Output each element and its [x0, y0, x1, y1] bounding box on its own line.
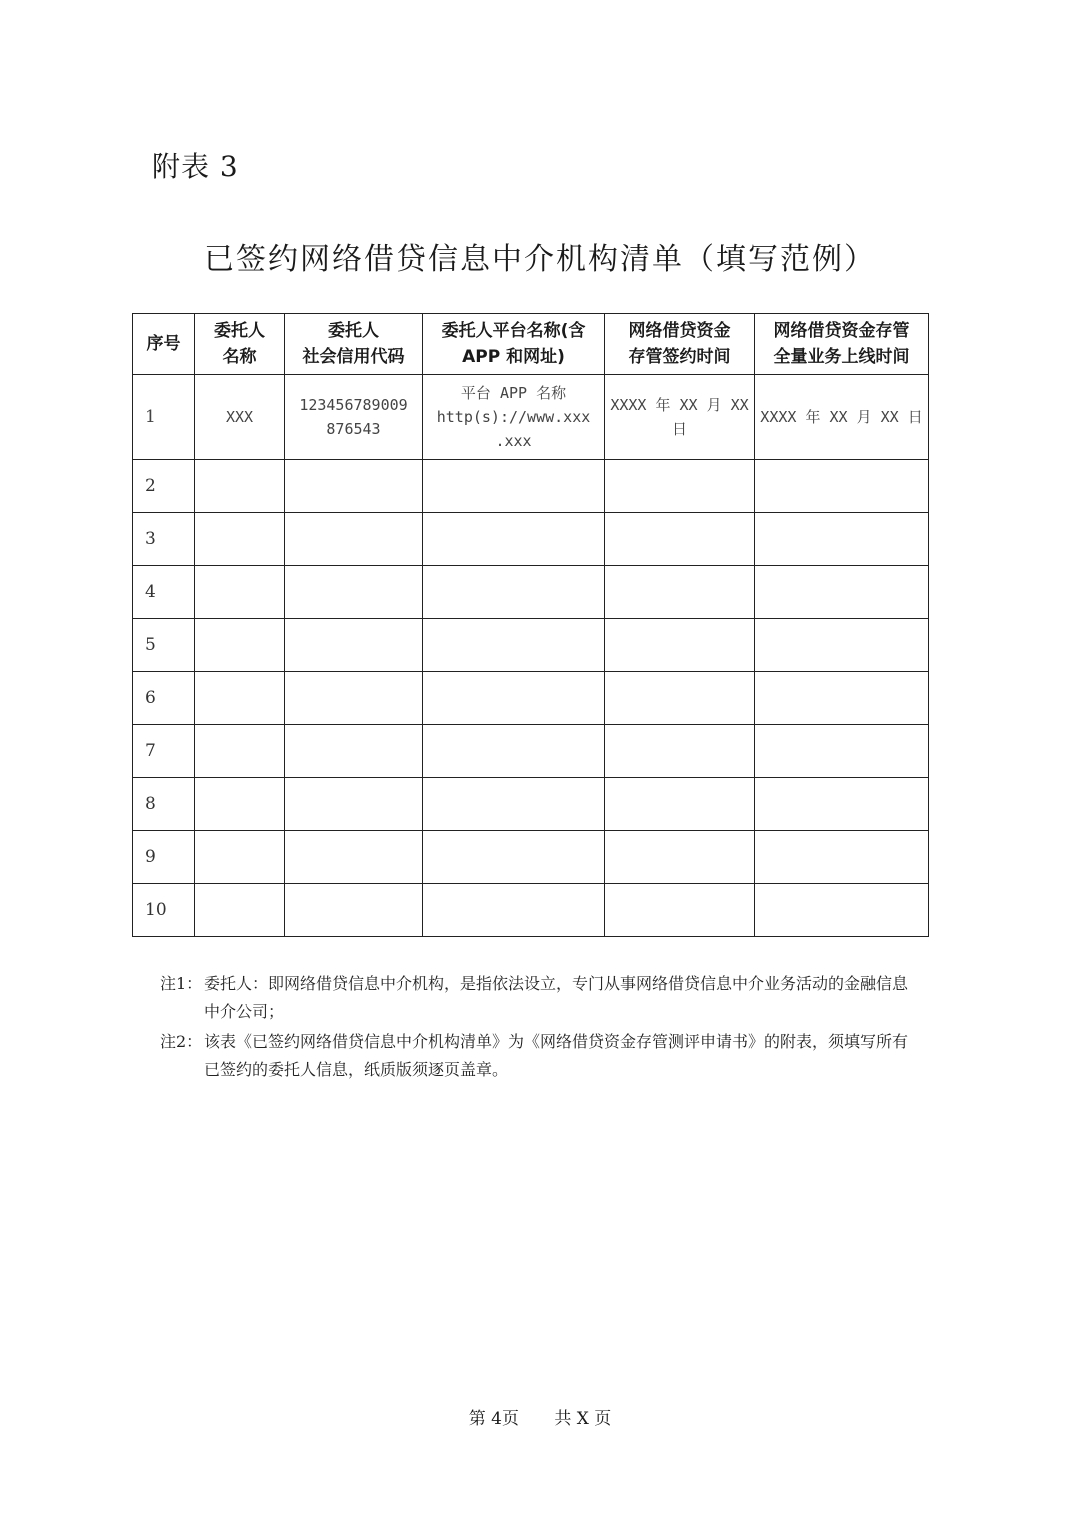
note-1-text: 委托人：即网络借贷信息中介机构，是指依法设立，专门从事网络借贷信息中介业务活动的金融信息中介公司； — [204, 974, 909, 1021]
header-sign-time-line1: 网络借贷资金 — [628, 321, 731, 341]
header-entrustor-name-line1: 委托人 — [214, 321, 265, 341]
platform-line2: http(s)://www.xxx — [436, 408, 591, 426]
empty-cell — [755, 619, 929, 672]
row-seq: 1 — [133, 375, 195, 460]
empty-cell — [755, 566, 929, 619]
row-seq: 3 — [133, 513, 195, 566]
header-credit-code-line1: 委托人 — [328, 321, 379, 341]
empty-cell — [195, 672, 285, 725]
empty-cell — [755, 513, 929, 566]
credit-code-line2: 876543 — [326, 420, 381, 438]
document-title: 已签约网络借贷信息中介机构清单（填写范例） — [204, 242, 876, 277]
empty-cell — [285, 884, 423, 937]
empty-cell — [195, 513, 285, 566]
row-seq: 9 — [133, 831, 195, 884]
table-row — [133, 672, 929, 725]
empty-cell — [605, 831, 755, 884]
empty-cell — [195, 725, 285, 778]
cell-credit-code — [285, 375, 423, 460]
row-seq: 6 — [133, 672, 195, 725]
empty-cell — [755, 778, 929, 831]
table-header-row — [133, 314, 929, 375]
empty-cell — [285, 831, 423, 884]
empty-cell — [605, 672, 755, 725]
note-1 — [160, 970, 920, 1026]
empty-cell — [195, 831, 285, 884]
header-platform-name — [423, 314, 605, 375]
cell-sign-time — [605, 375, 755, 460]
table-row — [133, 725, 929, 778]
table-row — [133, 513, 929, 566]
empty-cell — [423, 460, 605, 513]
page-number: 第 4页 — [468, 1409, 519, 1429]
empty-cell — [195, 778, 285, 831]
empty-cell — [195, 566, 285, 619]
header-online-time-line2: 全量业务上线时间 — [773, 347, 910, 367]
empty-cell — [423, 778, 605, 831]
empty-cell — [605, 513, 755, 566]
row-seq: 2 — [133, 460, 195, 513]
header-seq — [133, 314, 195, 375]
intermediary-list-table — [132, 313, 929, 937]
credit-code-line1: 123456789009 — [299, 396, 408, 414]
header-platform-name-line2: APP 和网址) — [462, 347, 565, 367]
appendix-label: 附表 3 — [152, 150, 239, 183]
table-row — [133, 566, 929, 619]
header-credit-code-line2: 社会信用代码 — [302, 347, 405, 367]
page-footer — [0, 1404, 1080, 1429]
empty-cell — [285, 619, 423, 672]
table-row — [133, 831, 929, 884]
row-seq: 8 — [133, 778, 195, 831]
row-seq: 7 — [133, 725, 195, 778]
empty-cell — [605, 725, 755, 778]
header-sign-time-line2: 存管签约时间 — [628, 347, 731, 367]
empty-cell — [755, 725, 929, 778]
note-2-text: 该表《已签约网络借贷信息中介机构清单》为《网络借贷资金存管测评申请书》的附表，须填写所有已签约的委托人信息，纸质版须逐页盖章。 — [204, 1032, 909, 1079]
notes-section — [160, 970, 920, 1084]
empty-cell — [605, 778, 755, 831]
empty-cell — [755, 831, 929, 884]
empty-cell — [423, 831, 605, 884]
row-seq: 4 — [133, 566, 195, 619]
empty-cell — [195, 619, 285, 672]
empty-cell — [285, 513, 423, 566]
row-seq: 10 — [133, 884, 195, 937]
empty-cell — [755, 884, 929, 937]
note-1-label: 注1： — [160, 974, 203, 993]
platform-line1: 平台 APP 名称 — [460, 384, 567, 402]
platform-line3: .xxx — [495, 432, 532, 450]
empty-cell — [423, 725, 605, 778]
table-row — [133, 460, 929, 513]
empty-cell — [605, 460, 755, 513]
header-online-time — [755, 314, 929, 375]
empty-cell — [605, 566, 755, 619]
row-seq: 5 — [133, 619, 195, 672]
note-2-label: 注2： — [160, 1032, 203, 1051]
header-entrustor-name-line2: 名称 — [222, 347, 257, 367]
header-platform-name-line1: 委托人平台名称(含 — [441, 321, 586, 341]
note-2 — [160, 1028, 920, 1084]
empty-cell — [285, 672, 423, 725]
empty-cell — [195, 884, 285, 937]
cell-online-time — [755, 375, 929, 460]
header-entrustor-name — [195, 314, 285, 375]
empty-cell — [195, 460, 285, 513]
header-credit-code — [285, 314, 423, 375]
sign-time-line2: 日 — [671, 420, 687, 438]
table-row — [133, 778, 929, 831]
empty-cell — [755, 672, 929, 725]
empty-cell — [423, 884, 605, 937]
empty-cell — [423, 566, 605, 619]
empty-cell — [755, 460, 929, 513]
empty-cell — [285, 460, 423, 513]
table-row — [133, 375, 929, 460]
empty-cell — [605, 619, 755, 672]
header-sign-time — [605, 314, 755, 375]
page-total: 共 X 页 — [554, 1409, 612, 1429]
header-seq-line1: 序号 — [146, 334, 181, 354]
online-time-line1: XXXX 年 XX 月 XX 日 — [760, 408, 923, 426]
empty-cell — [423, 513, 605, 566]
cell-entrustor-name: XXX — [195, 375, 285, 460]
cell-platform — [423, 375, 605, 460]
empty-cell — [423, 619, 605, 672]
empty-cell — [285, 778, 423, 831]
empty-cell — [285, 566, 423, 619]
empty-cell — [605, 884, 755, 937]
header-online-time-line1: 网络借贷资金存管 — [773, 321, 910, 341]
sign-time-line1: XXXX 年 XX 月 XX — [610, 396, 749, 414]
table-row — [133, 619, 929, 672]
empty-cell — [423, 672, 605, 725]
empty-cell — [285, 725, 423, 778]
table-row — [133, 884, 929, 937]
